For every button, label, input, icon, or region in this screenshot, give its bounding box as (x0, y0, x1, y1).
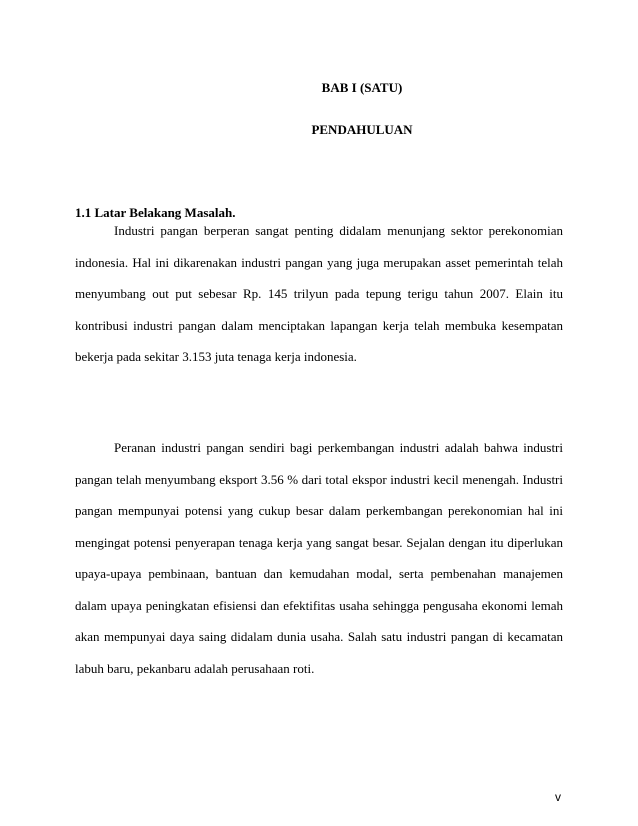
page-number: v (555, 790, 561, 804)
section-heading: 1.1 Latar Belakang Masalah. (75, 205, 236, 220)
chapter-number-text: BAB I (SATU) (321, 80, 403, 95)
chapter-title-text: PENDAHULUAN (311, 122, 413, 137)
paragraph-1: Industri pangan berperan sangat penting didalam menunjang sektor perekonomian indonesia. Hal ini dikarenakan industri pangan yang juga merupakan asset pemerintah telah menyumbang out put sebesar Rp. 145 trilyun pada tepung terigu tahun 2007. Elain itu kontribusi industri pangan dalam menciptakan lapangan kerja telah membuka kesempatan bekerja pada sekitar 3.153 juta tenaga kerja indonesia. (75, 223, 563, 364)
chapter-number-title (0, 80, 638, 96)
paragraph-2: Peranan industri pangan sendiri bagi perkembangan industri adalah bahwa industri pangan telah menyumbang eksport 3.56 % dari total ekspor industri kecil menengah. Industri pangan mempunyai potensi yang cukup besar dalam perkembangan perekonomian hal ini mengingat potensi penyerapan tenaga kerja yang sangat besar. Sejalan dengan itu diperlukan upaya-upaya pembinaan, bantuan dan kemudahan modal, serta pembenahan manajemen dalam upaya peningkatan efisiensi dan efektifitas usaha sehingga pengusaha ekonomi lemah akan mempunyai daya saing didalam dunia usaha. Salah satu industri pangan di kecamatan labuh baru, pekanbaru adalah perusahaan roti. (75, 440, 563, 676)
chapter-title (0, 122, 638, 138)
